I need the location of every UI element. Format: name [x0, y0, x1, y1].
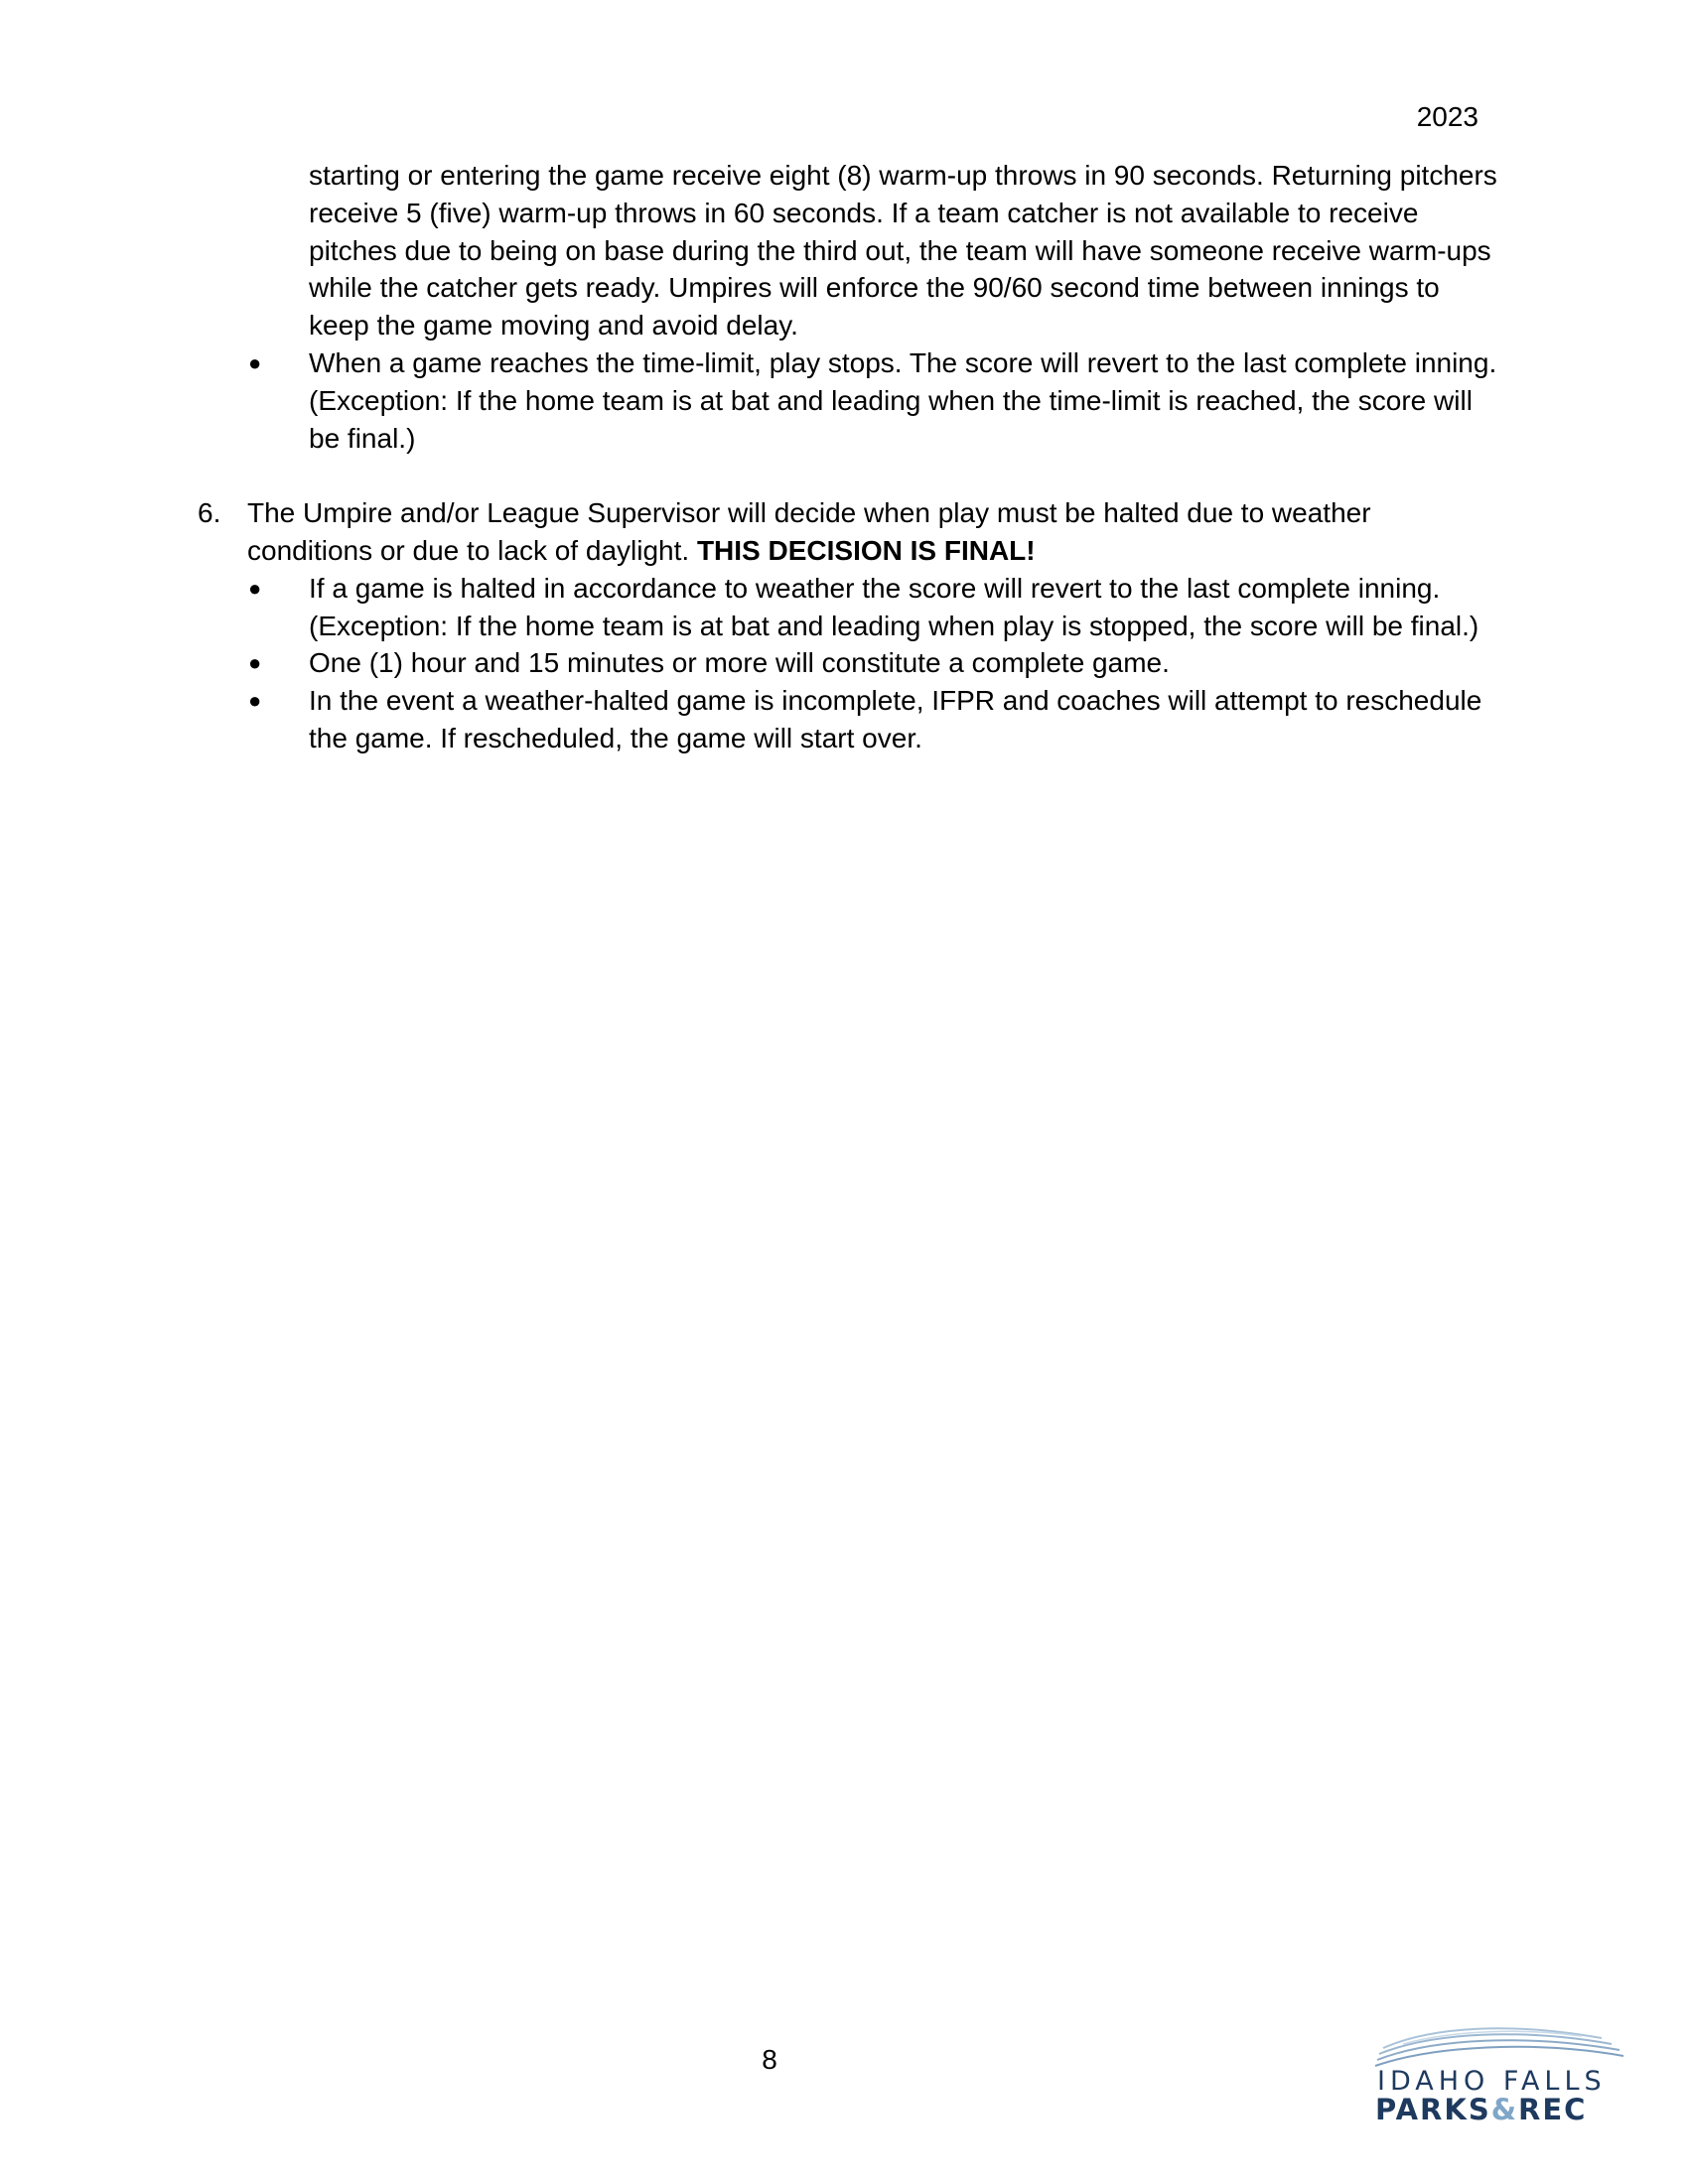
continuation-paragraph: starting or entering the game receive eight (8) warm-up throws in 90 seconds. Returning pitchers receive 5 (five) warm-up throws in 60 seconds. If a team catcher is not available to receive pitches due to being on base during the third out, the team will have someone receive warm-ups while the catcher gets ready. Umpires will enforce the 90/60 second time between innings to keep the game moving and avoid delay. — [309, 160, 1497, 341]
bullet-text: In the event a weather-halted game is incomplete, IFPR and coaches will attempt to reschedule the game. If rescheduled, the game will start over. — [309, 685, 1482, 753]
bullet-text: If a game is halted in accordance to weather the score will revert to the last complete inning. (Exception: If the home team is at bat and leading when play is stopped, the score will be final.) — [309, 572, 1479, 641]
document-body — [0, 157, 1688, 757]
bullet-icon: ● — [248, 688, 262, 714]
item-6-text: The Umpire and/or League Supervisor will decide when play must be halted due to weather conditions or due to lack of daylight. — [247, 497, 1371, 566]
logo-text-line1: IDAHO FALLS — [1377, 2066, 1607, 2097]
bullet-icon: ● — [248, 575, 262, 601]
bullet-item-weather-halt — [248, 570, 1500, 645]
bullet-item-time-limit — [248, 344, 1500, 457]
logo-text-parks: PARKS — [1375, 2093, 1491, 2126]
bullet-text: When a game reaches the time-limit, play stops. The score will revert to the last complete inning. (Exception: If the home team is at bat and leading when the time-limit is reached, the score will be final.) — [309, 346, 1497, 454]
item-6-emphasis: THIS DECISION IS FINAL! — [696, 534, 1036, 566]
numbered-item-6 — [198, 494, 1500, 757]
bullet-item-complete-game — [248, 644, 1500, 682]
logo-text-line2 — [1375, 2095, 1587, 2124]
bullet-icon: ● — [248, 349, 262, 375]
bullet-item-reschedule — [248, 682, 1500, 757]
header-year: 2023 — [1416, 101, 1478, 132]
logo-text-rec: REC — [1518, 2093, 1588, 2126]
bullet-icon: ● — [248, 650, 262, 676]
item-number: 6. — [198, 497, 221, 529]
page-number: 8 — [762, 2044, 777, 2075]
logo-text-ampersand: & — [1490, 2093, 1519, 2126]
idaho-falls-parks-rec-logo — [1373, 2018, 1626, 2127]
item-6-bullet-list — [0, 570, 1688, 757]
bullet-text: One (1) hour and 15 minutes or more will constitute a complete game. — [309, 647, 1170, 679]
